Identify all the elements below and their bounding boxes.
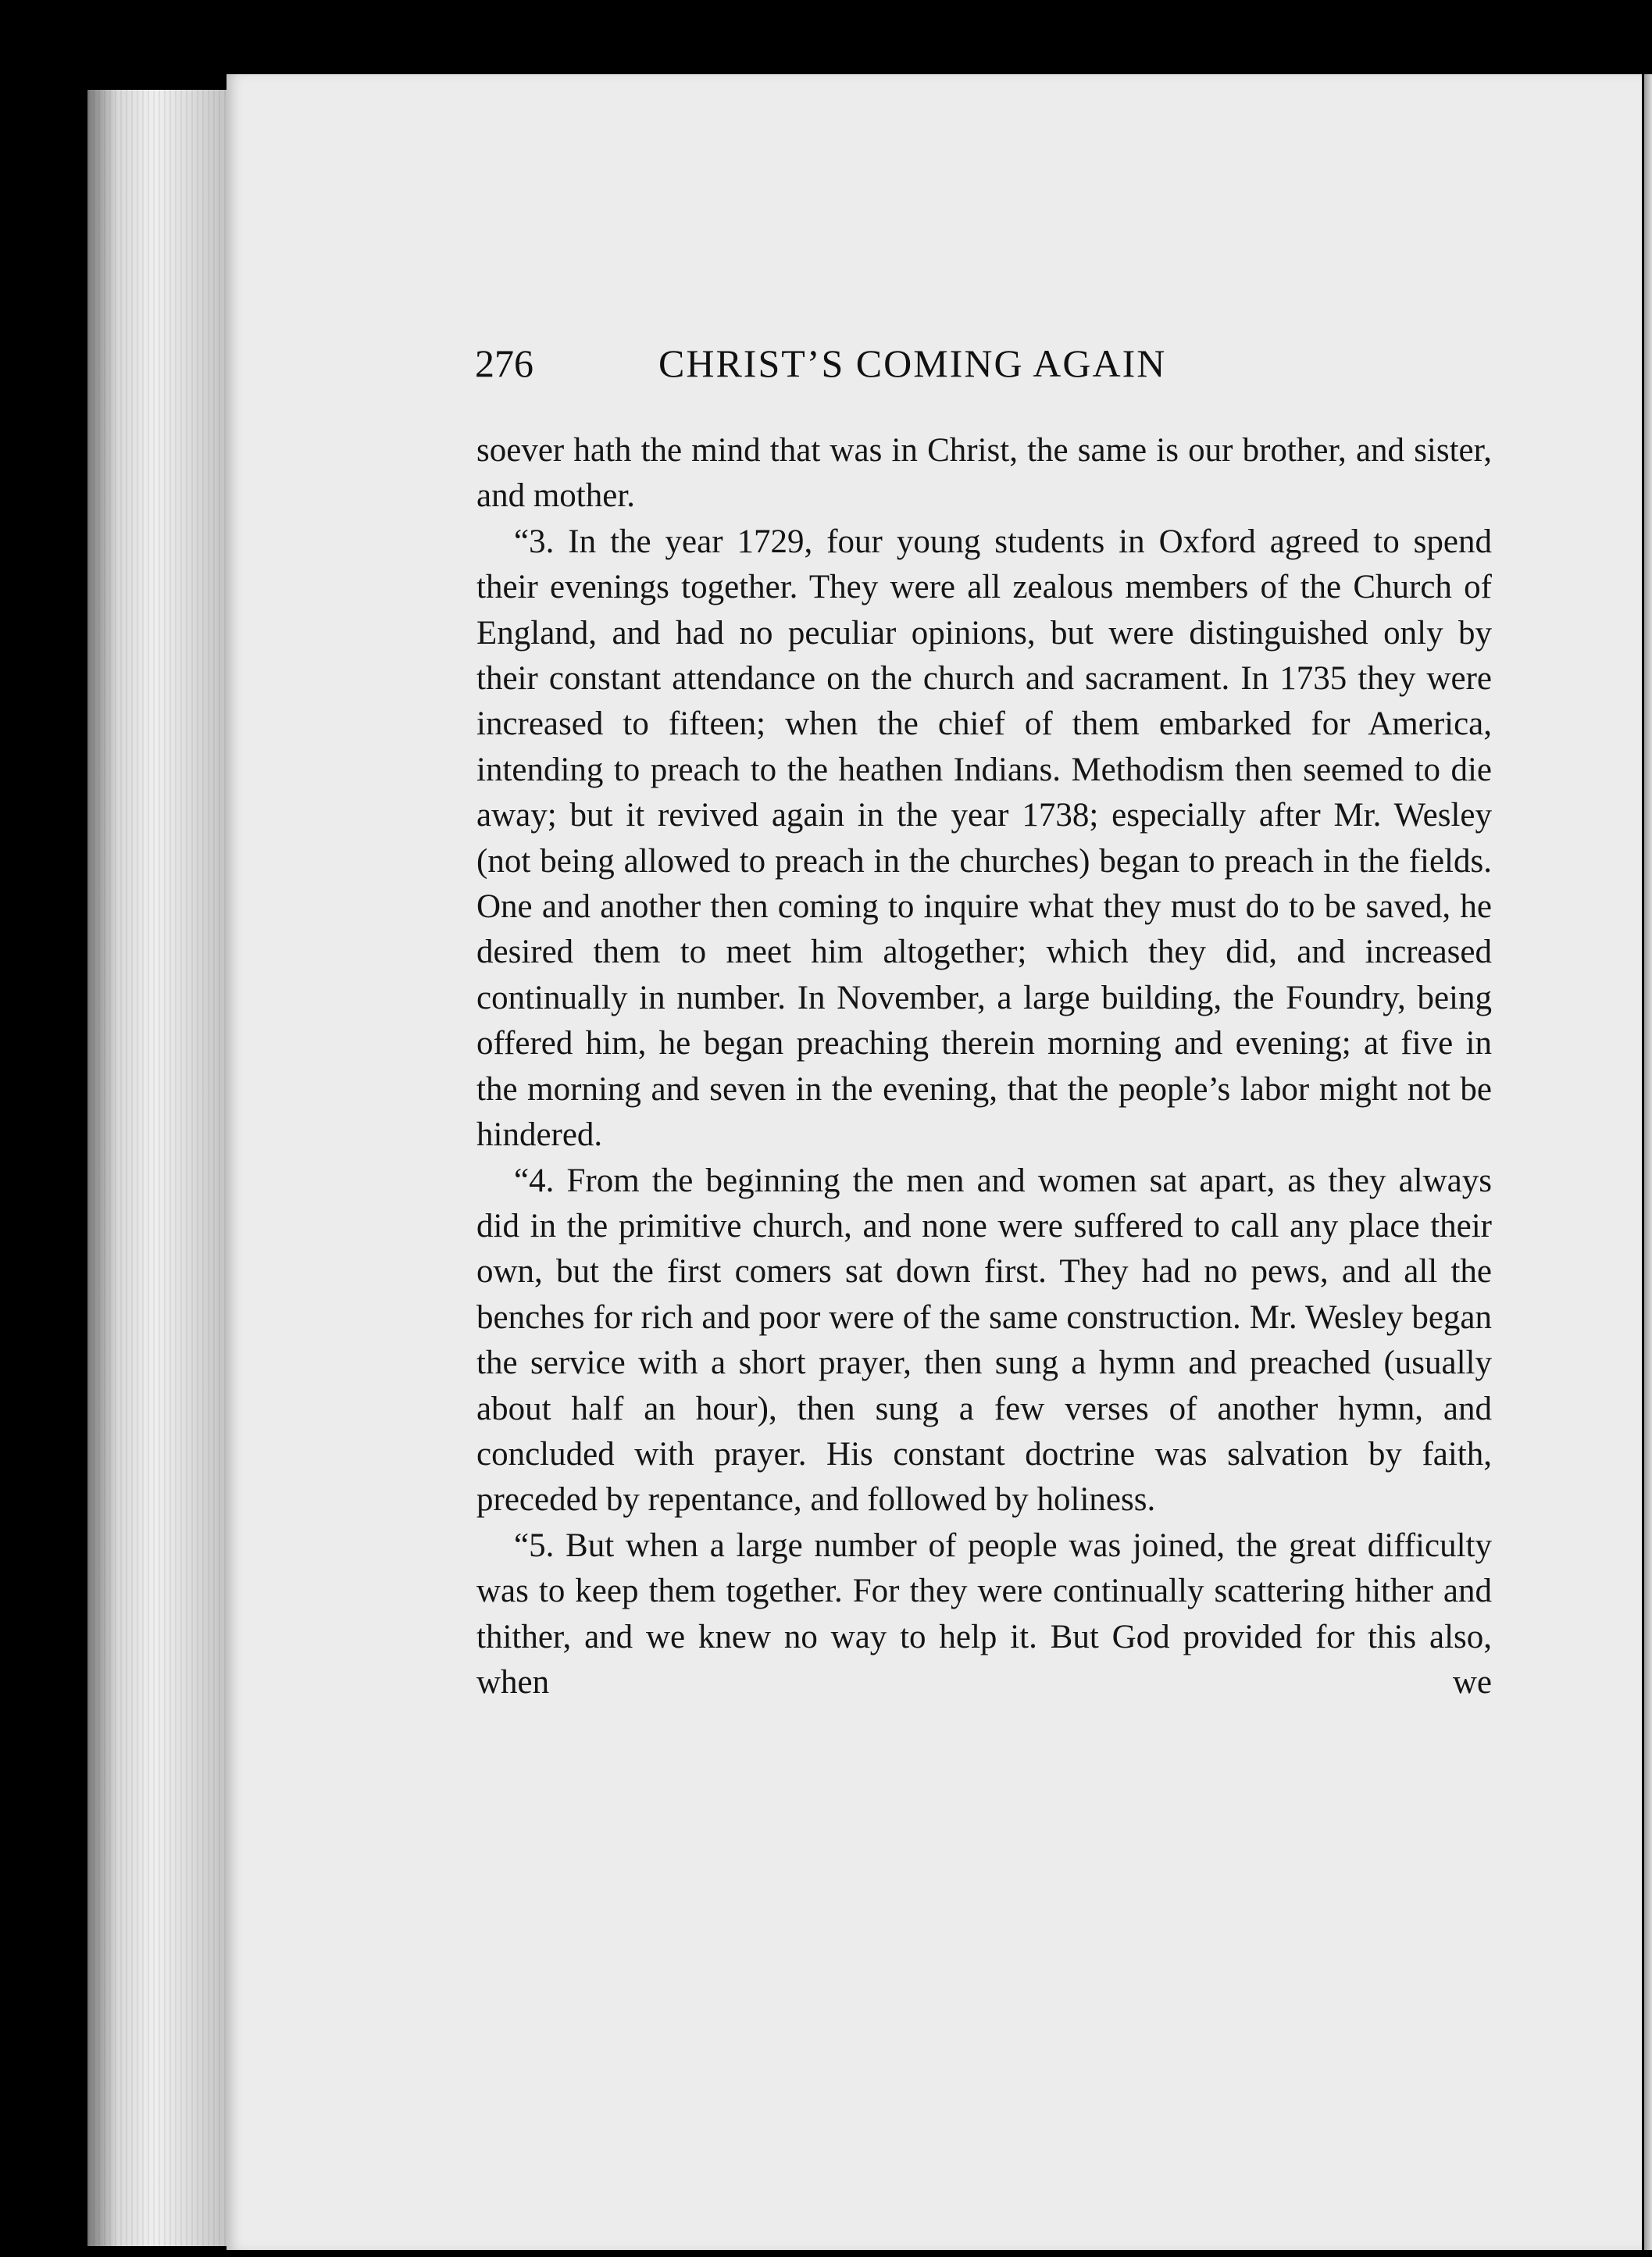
paragraph-3: “3. In the year 1729, four young students in Oxford agreed to spend their evenings together. They were all zealous members of the Church of England, and had no peculiar opinions, but were distinguished only by their constant attendance on the church and sacrament. In 1735 they were increased to fifteen; when the chief of them embarked for America, intending to preach to the heathen Indians. Methodism then seemed to die away; but it revived again in the year 1738; especially after Mr. Wesley (not being allowed to preach in the churches) began to preach in the fields. One and another then coming to inquire what they must do to be saved, he desired them to meet him altogether; which they did, and increased continually in number. In November, a large building, the Foundry, being offered him, he began preaching therein morning and evening; at five in the morning and seven in the evening, that the people’s labor might not be hindered. xyxy=(476,523,1492,1154)
paragraph-4: “4. From the beginning the men and women sat apart, as they always did in the primitive church, and none were suffered to call any place their own, but the first comers sat down first. They had no pews, and all the benches for rich and poor were of the same construction. Mr. Wesley began the service with a short prayer, then sung a hymn and preached (usually about half an hour), then sung a few verses of another hymn, and concluded with prayer. His constant doctrine was salvation by faith, preceded by repentance, and followed by holiness. xyxy=(476,1162,1492,1519)
book-page-edges xyxy=(87,90,236,2246)
facing-page-edge xyxy=(1644,74,1652,2250)
paragraph-5: “5. But when a large number of people was joined, the great difficulty was to keep them together. For they were continually scattering hither and thither, and we knew no way to help it. But God provided for this also, when we xyxy=(476,1527,1492,1701)
page-number: 276 xyxy=(475,341,533,385)
running-title: CHRIST’S COMING AGAIN xyxy=(658,341,1167,385)
page-header xyxy=(475,332,1490,395)
paragraph-continuation: soever hath the mind that was in Christ, the same is our brother, and sister, and mother. xyxy=(476,432,1492,515)
body-text xyxy=(476,428,1492,1705)
